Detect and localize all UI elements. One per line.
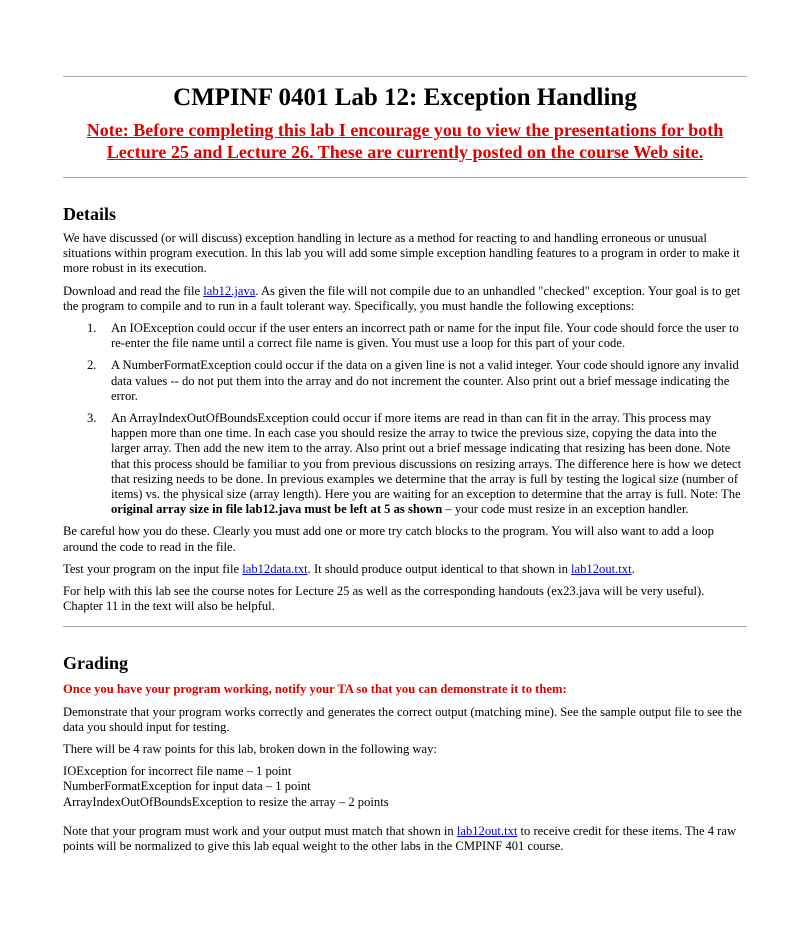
details-heading: Details — [63, 204, 116, 224]
download-text-before: Download and read the file — [63, 283, 204, 298]
exception-item-arrayindex — [63, 411, 747, 517]
lab12out-link-final[interactable]: lab12out.txt — [456, 823, 518, 838]
lab12-java-link[interactable]: lab12.java — [203, 283, 256, 298]
list-item-text-end: – your code must resize in an exception handler. — [442, 502, 689, 517]
download-text-after: . As given the file will not compile due to an unhandled "checked" exception. Your goal is to get the program to compile and to run in a fault tolerant way. Specifically, you must handle the following exceptions: — [63, 283, 741, 313]
lecture-note: Note: Before completing this lab I encourage you to view the presentations for both Lecture 25 and Lecture 26. These are currently posted on the course Web site. — [86, 120, 724, 162]
list-item-text: An IOException could occur if the user enters an incorrect path or name for the input file. Your code should force the user to re-enter the file name until a correct file name is given. You must use a loop for this part of your code. — [111, 321, 739, 351]
points-line: IOException for incorrect file name – 1 point — [63, 764, 292, 779]
page-title: CMPINF 0401 Lab 12: Exception Handling — [173, 84, 637, 111]
demonstrate-paragraph: Demonstrate that your program works correctly and generates the correct output (matching mine). See the sample output file to see the data you should input for testing. — [63, 704, 742, 734]
list-item-text: An ArrayIndexOutOfBoundsException could occur if more items are read in than can fit in the array. This process may happen more than one time. In each case you should resize the array to twice the previous size, copying the data into the larger array. Then add the new item to the array. Also print out a brief message indicating that resizing has been done. Note that this process should be familiar to you from previous discussions on resizing arrays. The difference here is how we detect that resizing needs to be done. In previous examples we determine that the array is full by testing the logical size (number of items) vs. the physical size (array length). Here you are waiting for an exception to determine that the array is full. Note: The — [111, 411, 742, 502]
download-paragraph — [63, 284, 747, 314]
exceptions-list — [63, 321, 747, 517]
grading-notice: Once you have your program working, notify your TA so that you can demonstrate it to them: — [63, 682, 567, 697]
lab12data-link[interactable]: lab12data.txt — [242, 561, 308, 576]
list-item-text: A NumberFormatException could occur if the data on a given line is not a valid integer. Your code should ignore any invalid data values -- do not put them into the array and do not increment the counter. Also print out a brief message indicating the error. — [111, 358, 739, 403]
test-paragraph — [63, 562, 747, 577]
points-line: ArrayIndexOutOfBoundsException to resize the array – 2 points — [63, 794, 389, 809]
list-number: 3. — [87, 411, 97, 426]
grading-heading: Grading — [63, 653, 129, 674]
test-text-after: . — [631, 561, 635, 576]
details-intro: We have discussed (or will discuss) exception handling in lecture as a method for reacting to and handling erroneous or unusual situations within program execution. In this lab you will add some simple exception handling features to a program in order to make it more robust in its execution. — [63, 231, 740, 276]
points-intro: There will be 4 raw points for this lab, broken down in the following way: — [63, 742, 437, 757]
exception-item-numberformat — [63, 358, 747, 404]
help-paragraph: For help with this lab see the course notes for Lecture 25 as well as the corresponding handouts (ex23.java will be very useful). Chapter 11 in the text will also be helpful. — [63, 584, 705, 614]
list-item-bold-text: original array size in file lab12.java must be left at 5 as shown — [111, 502, 443, 517]
points-line: NumberFormatException for input data – 1 point — [63, 779, 311, 794]
final-text-before: Note that your program must work and your output must match that shown in — [63, 823, 457, 838]
list-number: 2. — [87, 358, 97, 373]
points-breakdown — [63, 764, 747, 810]
list-number: 1. — [87, 321, 97, 336]
header-divider — [63, 177, 747, 178]
top-divider — [63, 76, 747, 77]
test-text-before: Test your program on the input file — [63, 561, 243, 576]
test-text-middle: . It should produce output identical to that shown in — [307, 561, 572, 576]
grading-divider — [63, 626, 747, 627]
lab12out-link[interactable]: lab12out.txt — [571, 561, 632, 576]
final-paragraph — [63, 824, 747, 854]
exception-item-ioexception — [63, 321, 747, 351]
final-text-after: to receive credit for these items. The 4 raw points will be normalized to give this lab equal weight to the other labs in the CMPINF 401 course. — [63, 823, 737, 854]
document-page — [63, 0, 747, 861]
careful-paragraph: Be careful how you do these. Clearly you must add one or more try catch blocks to the program. You will also want to add a loop around the code to read in the file. — [63, 524, 714, 554]
